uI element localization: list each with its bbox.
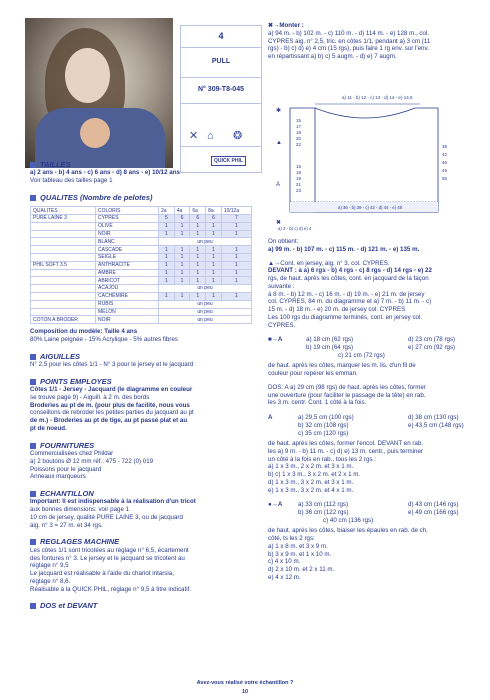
reglages-line: Les côtes 1/1 sont tricotées au réglage n° 6,5, écartement xyxy=(30,546,189,554)
points-line: conseillons de rebroder les petites parties du jacquard au pt xyxy=(30,409,194,417)
qualites-table-body xyxy=(31,215,252,324)
ba-marker: ■→A xyxy=(268,336,283,344)
fournitures-heading: FOURNITURES xyxy=(30,441,260,450)
points-line: pt de noeud. xyxy=(30,424,67,432)
table-cell: BLANC xyxy=(96,238,159,246)
qualites-heading: QUALITES (Nombre de pelotes) xyxy=(30,193,260,202)
table-cell: 1 xyxy=(190,293,206,301)
table-cell: 1 xyxy=(159,230,175,238)
table-cell: 1 xyxy=(174,254,190,262)
diagram-right-numbers xyxy=(442,144,448,181)
table-cell xyxy=(31,308,96,316)
points-line: Broderies au pt de m. (pour plus de facilité, nous vous xyxy=(30,401,190,409)
table-row xyxy=(31,269,252,277)
diagram-marker-a: A xyxy=(276,182,281,188)
tailles-sizes: a) 2 ans - b) 4 ans - c) 6 ans - d) 8 ans - e) 10/12 ans xyxy=(30,169,180,177)
table-cell: ACAJOU xyxy=(96,285,159,293)
pattern-model: PULL xyxy=(181,48,261,78)
dos-line: DOS: A a) 29 cm (98 rgs) de haut. après les côtes, former xyxy=(268,383,426,391)
table-cell: 1 xyxy=(190,277,206,285)
table-cell: 1 xyxy=(221,293,251,301)
points-heading: POINTS EMPLOYES xyxy=(30,377,260,386)
pattern-number: 4 xyxy=(181,26,261,48)
reglages-line: Réalisable à la QUICK PHIL, réglage n° 9,5 à titre indicatif. xyxy=(30,585,192,593)
table-cell xyxy=(31,277,96,285)
table-cell xyxy=(31,230,96,238)
points-line: se trouve page 9) - Aiguill. à 2 m. des bords xyxy=(30,393,150,401)
continue-line: col. CYPRES, 84 m. du diagramme et a) 7 m. - b) 11 m. - c) xyxy=(268,298,432,306)
table-cell: 1 xyxy=(221,222,251,230)
fournitures-line: Anneaux marqueurs xyxy=(30,473,86,481)
table-cell: 6 xyxy=(190,215,206,223)
table-cell: 1 xyxy=(159,254,175,262)
qualites-table xyxy=(30,206,252,324)
obtient-values: a) 99 m. - b) 107 m. - c) 115 m. - d) 121 m. - e) 135 m. xyxy=(268,245,420,253)
table-cell: 1 xyxy=(221,254,251,262)
table-cell: 1 xyxy=(221,269,251,277)
table-cell: 1 xyxy=(159,293,175,301)
aiguilles-heading: AIGUILLES xyxy=(30,352,260,361)
table-cell xyxy=(31,293,96,301)
square-bullet-icon xyxy=(30,491,36,497)
table-row xyxy=(31,238,252,246)
monter-line: CYPRES aig. n° 2,5, tric. en côtes 1/1, pendant a) 3 cm (11 xyxy=(268,37,431,45)
obtient-heading: On obtient: xyxy=(268,238,299,245)
table-cell: PURE LAINE 3 xyxy=(31,215,96,223)
table-cell: 1 xyxy=(206,261,222,269)
table-cell: 1 xyxy=(206,277,222,285)
diagram-bottom-label: a) 36 - b) 39 - c) 42 - d) 44 - e) 48 xyxy=(338,205,403,210)
diagram-number: 46 xyxy=(442,160,448,165)
table-cell: 5 xyxy=(159,215,175,223)
table-row xyxy=(31,222,252,230)
echantillon-line: aig. n° 3 = 27 m. et 34 rgs. xyxy=(30,521,103,529)
schematic-diagram xyxy=(270,92,470,232)
points-line: de m.) - Broderies au pt de tige, au pt passé plat et au xyxy=(30,417,188,425)
table-row xyxy=(31,230,252,238)
table-cell xyxy=(31,285,96,293)
table-cell: 1 xyxy=(159,222,175,230)
table-cell: un peu xyxy=(159,300,252,308)
table-cell: 1 xyxy=(206,230,222,238)
continue-line: 15 m. - d) 18 m. - e) 20 m. de jersey col. CYPRES xyxy=(268,306,406,313)
tailles-heading: TAILLES xyxy=(30,160,260,169)
table-cell: 1 xyxy=(159,277,175,285)
table-cell: OLIVE xyxy=(96,222,159,230)
e-measure-block: ●→A a) 33 cm (112 rgs) d) 43 cm (146 rgs) b) 36 cm (122 rgs) e) 49 cm (166 rgs) c) 40 cm (136 rgs) xyxy=(268,501,459,525)
table-cell: 1 xyxy=(221,246,251,254)
diagram-number: 20 xyxy=(296,136,302,141)
table-cell: 1 xyxy=(174,269,190,277)
table-cell: RUBIS xyxy=(96,300,159,308)
continue-line: Les 100 rgs du diagramme terminés, cont. en jersey col. xyxy=(268,313,423,321)
fournitures-line: Commercialisées chez Phildar xyxy=(30,450,114,458)
table-cell: 1 xyxy=(159,269,175,277)
table-row xyxy=(31,308,252,316)
diagram-number: 55 xyxy=(442,176,448,181)
table-cell: 1 xyxy=(206,293,222,301)
echantillon-line: Important: Il est indispensable à la réalisation d'un tricot xyxy=(30,498,196,506)
table-row xyxy=(31,300,252,308)
footer-question: Avez-vous réalisé votre échantillon ? xyxy=(196,680,294,686)
points-line: Côtes 1/1 - Jersey - Jacquard (le diagramme en couleur xyxy=(30,386,193,394)
table-row xyxy=(31,316,252,324)
table-cell: 1 xyxy=(190,222,206,230)
table-cell: SEIGLE xyxy=(96,254,159,262)
table-cell: CASCADE xyxy=(96,246,159,254)
table-row xyxy=(31,215,252,223)
table-cell: 1 xyxy=(159,261,175,269)
fournitures-line: Poissons pour le jacquard xyxy=(30,465,102,473)
echantillon-heading: ECHANTILLON xyxy=(30,489,260,498)
continue-line: CYPRES. xyxy=(268,321,296,329)
table-cell: 1 xyxy=(221,277,251,285)
diagram-left-numbers-2 xyxy=(296,164,302,193)
square-bullet-icon xyxy=(30,603,36,609)
continue-line: rgs, de haut. après les côtes, cont. en jacquard de la façon xyxy=(268,275,429,282)
table-cell: 1 xyxy=(206,254,222,262)
fournitures-line: a) 2 boutons Ø 12 mm réf.: 475 - 722 (0) 019 xyxy=(30,457,154,465)
diagram-axis-label: a) 3 - b) c) d) e) 4 xyxy=(278,226,312,231)
composition-line2: 80% Laine peignée - 15% Acrylique - 5% autres fibres xyxy=(30,335,178,343)
table-cell: 1 xyxy=(174,246,190,254)
a-marker: A xyxy=(268,414,273,421)
table-cell: 1 xyxy=(190,230,206,238)
table-row xyxy=(31,261,252,269)
diagram-number: 16 xyxy=(296,164,302,169)
diagram-number: 18 xyxy=(296,170,302,175)
table-cell: AMBRE xyxy=(96,269,159,277)
table-cell xyxy=(31,269,96,277)
square-bullet-icon xyxy=(30,162,36,168)
square-bullet-icon xyxy=(30,379,36,385)
table-cell: 6 xyxy=(174,215,190,223)
table-cell xyxy=(31,238,96,246)
table-cell: 1 xyxy=(190,261,206,269)
table-cell xyxy=(31,222,96,230)
table-cell: CYPRES xyxy=(96,215,159,223)
composition-line1: Composition du modèle: Taille 4 ans xyxy=(30,328,138,336)
diagram-number: 15 xyxy=(296,118,302,123)
diagram-left-numbers-1 xyxy=(296,118,302,147)
continue-line: à 8 m. - b) 12 m. - c) 16 m. - d) 19 m. - e) 21 m. de jersey xyxy=(268,290,425,298)
pattern-ref: N° 309-T8-045 xyxy=(181,78,261,104)
diagram-number: 21 xyxy=(296,182,302,187)
yarn-icon: ❂ xyxy=(233,130,243,142)
square-bullet-icon xyxy=(30,354,36,360)
table-cell: 1 xyxy=(190,269,206,277)
table-cell: NOIR xyxy=(96,316,159,324)
diagram-number: 38 xyxy=(442,144,448,149)
ba-measure-block: ■→A a) 18 cm (62 rgs) d) 23 cm (78 rgs) b) 19 cm (64 rgs) e) 27 cm (92 rgs) c) 21 cm (72 rgs) xyxy=(268,336,456,360)
dos-devant-heading: DOS et DEVANT xyxy=(30,601,260,610)
table-cell: 1 xyxy=(206,269,222,277)
table-row xyxy=(31,277,252,285)
diagram-marker-star: ✱ xyxy=(276,108,282,114)
diagram-number: 17 xyxy=(296,124,302,129)
table-cell: 1 xyxy=(190,246,206,254)
table-cell: PHIL SOFT 3.5 xyxy=(31,261,96,269)
square-bullet-icon xyxy=(30,443,36,449)
table-cell: 1 xyxy=(206,246,222,254)
diagram-top-label: a) 11 - b) 12 - c) 13 - d) 14 - e) 14,5 xyxy=(342,95,413,100)
table-row xyxy=(31,246,252,254)
table-cell: 1 xyxy=(174,261,190,269)
diagram-number: 23 xyxy=(296,188,302,193)
a-measure-block: A a) 29,5 cm (100 rgs) d) 38 cm (130 rgs) b) 32 cm (108 rgs) e) 43,5 cm (148 rgs) c) 35 cm (120 rgs) xyxy=(268,414,464,437)
diagram-number: 19 xyxy=(296,176,302,181)
reglages-line: réglage n° 9,5 xyxy=(30,562,69,570)
table-cell: 1 xyxy=(174,293,190,301)
table-cell: MELON xyxy=(96,308,159,316)
table-cell: un peu xyxy=(159,238,252,246)
table-cell xyxy=(31,300,96,308)
reglages-line: réglage n° 8,6. xyxy=(30,577,71,585)
monter-line: en répartissant a) b) c) 5 augm. - d) e) 7 augm. xyxy=(268,53,397,60)
table-row xyxy=(31,293,252,301)
aiguilles-text: N° 2,5 pour les côtes 1/1 - N° 3 pour le jersey et le jacquard xyxy=(30,361,194,369)
table-cell: 1 xyxy=(174,277,190,285)
table-cell: 1 xyxy=(206,222,222,230)
square-bullet-icon xyxy=(30,195,36,201)
table-row xyxy=(31,254,252,262)
reglages-line: Le jacquard est réalisable à l'aide du chariot intarsia, xyxy=(30,570,174,578)
table-cell: 1 xyxy=(221,261,251,269)
table-cell: 1 xyxy=(174,230,190,238)
table-cell xyxy=(31,246,96,254)
garment-outline xyxy=(315,108,438,212)
table-cell: 7 xyxy=(221,215,251,223)
table-row xyxy=(31,285,252,293)
continue-line: ▲→Cont. en jersey, aig. n° 3, col. CYPRES. xyxy=(268,259,390,267)
table-cell: 1 xyxy=(174,222,190,230)
monter-heading: ✖→Monter : xyxy=(268,22,304,29)
table-cell: CACHEMIRE xyxy=(96,293,159,301)
model-photo xyxy=(25,18,173,168)
reglages-line: des fontures n° 3. Le jersey et le jacquard se tricotent au xyxy=(30,554,185,562)
table-cell: un peu xyxy=(159,316,252,324)
diagram-marker-triangle: ▲ xyxy=(276,140,282,146)
diagram-number: 19 xyxy=(296,130,302,135)
square-bullet-icon xyxy=(30,539,36,545)
table-header-row: QUALITES COLORIS 2a 4a 6a 8a 10/12a xyxy=(31,207,252,215)
tailles-note: Voir tableau des tailles page 1 xyxy=(30,177,113,185)
table-cell: 6 xyxy=(206,215,222,223)
diagram-marker-cross: ✖ xyxy=(276,220,282,226)
needles-icon: ✕ xyxy=(189,130,199,142)
table-cell: 1 xyxy=(190,254,206,262)
dos-line: les 3 m. centr. Cont. 1 côté à la fois. xyxy=(268,399,367,407)
dos-line: une ouverture (pour faciliter le passage de la tête) en rab. xyxy=(268,391,426,399)
continue-line: suivante : xyxy=(268,282,295,290)
table-cell: 1 xyxy=(159,246,175,254)
continue-line: DEVANT : à a) 6 rgs - b) 4 rgs - c) 8 rgs - d) 14 rgs - e) 22 xyxy=(268,267,432,275)
diagram-number: 49 xyxy=(442,168,448,173)
table-cell: 1 xyxy=(221,230,251,238)
monter-line: rgs) - b) c) d) e) 4 cm (15 rgs), puis faire 1 rg env. sur l'env. xyxy=(268,45,429,53)
diagram-number: 42 xyxy=(442,152,448,157)
monter-line: a) 94 m. - b) 102 m. - c) 110 m. - d) 114 m. - e) 128 m., col. xyxy=(268,29,430,37)
table-cell: NOIR xyxy=(96,230,159,238)
reglages-heading: REGLAGES MACHINE xyxy=(30,537,260,546)
quick-phil-label: QUICK PHIL xyxy=(211,156,246,166)
e-marker: ●→A xyxy=(268,501,283,509)
table-cell: COTON A BRODER xyxy=(31,316,96,324)
table-cell: ANTHRACITE xyxy=(96,261,159,269)
page-number: 10 xyxy=(241,689,249,695)
echantillon-line: 10 cm de jersey, qualité PURE LAINE 3, ou de jacquard xyxy=(30,513,183,521)
table-cell: un peu xyxy=(159,285,252,293)
diagram-number: 22 xyxy=(296,142,302,147)
machine-icon: ⌂ xyxy=(207,130,214,142)
table-cell xyxy=(31,254,96,262)
table-cell: un peu xyxy=(159,308,252,316)
echantillon-line: aux bonnes dimensions: voir page 1 xyxy=(30,506,130,514)
table-cell: ABRICOT xyxy=(96,277,159,285)
